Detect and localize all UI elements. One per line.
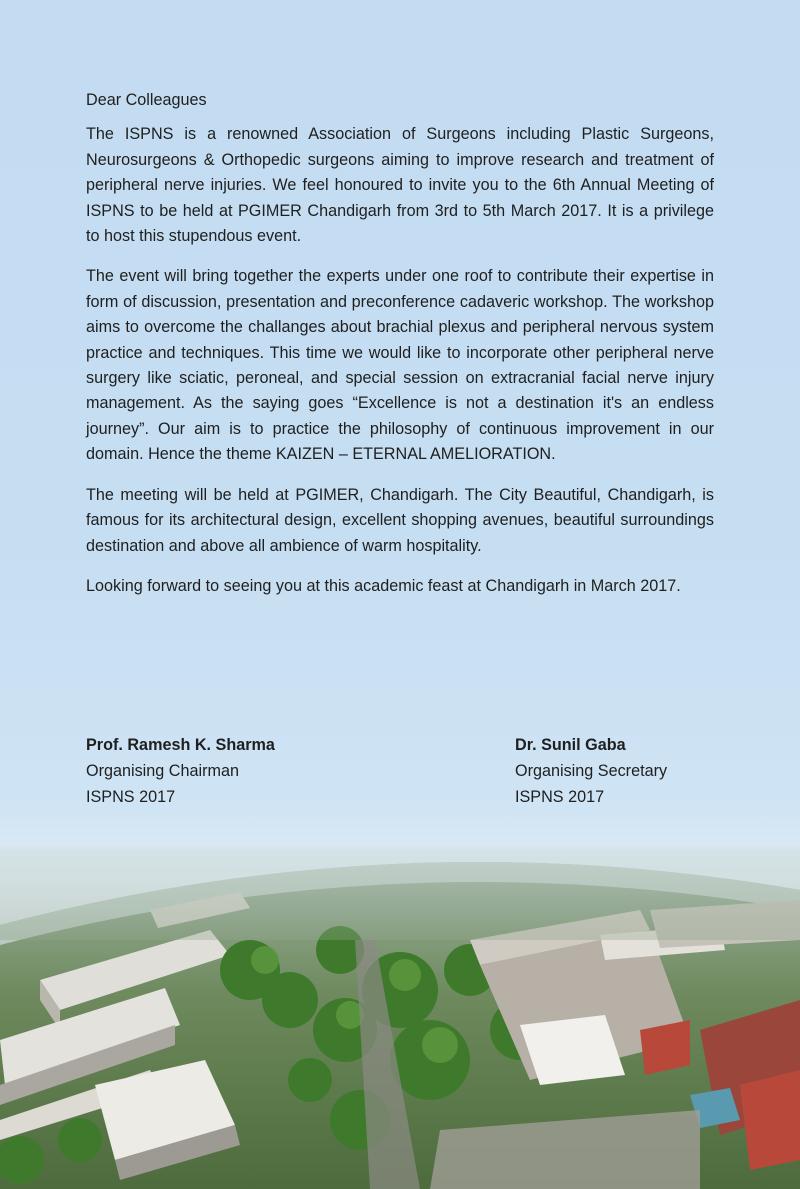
signature-secretary [515,733,667,810]
signatory-org: ISPNS 2017 [515,787,605,806]
letter-body [86,88,714,614]
signatory-role: Organising Chairman [86,761,239,780]
signatory-org: ISPNS 2017 [86,787,176,806]
aerial-campus-photo [0,830,800,1189]
signatory-name: Prof. Ramesh K. Sharma [86,736,275,754]
signatory-role: Organising Secretary [515,761,668,780]
paragraph-intro: The ISPNS is a renowned Association of Surgeons including Plastic Surgeons, Neurosurgeons & Orthopedic surgeons aiming to improve research and treatment of peripheral nerve injuries. We feel honoured to invite you to the 6th Annual Meeting of ISPNS to be held at PGIMER Chandigarh from 3rd to 5th March 2017. It is a privilege to host this stupendous event. [86,125,714,246]
paragraph-closing: Looking forward to seeing you at this academic feast at Chandigarh in March 2017. [86,576,681,595]
signature-chairman [86,733,275,810]
signature-block [86,733,714,813]
signatory-name: Dr. Sunil Gaba [515,736,626,754]
paragraph-event: The event will bring together the experts under one roof to contribute their expertise in form of discussion, presentation and preconference cadaveric workshop. The workshop aims to overcome the challanges about brachial plexus and peripheral nervous system practice and techniques. This time we would like to incorporate other peripheral nerve surgery like sciatic, peroneal, and special session on extracranial facial nerve injury management. As the saying goes “Excellence is not a destination it's an endless journey”. Our aim is to practice the philosophy of continuous improvement in our domain. Hence the theme KAIZEN – ETERNAL AMELIORATION. [86,267,714,464]
paragraph-venue: The meeting will be held at PGIMER, Chandigarh. The City Beautiful, Chandigarh, is famous for its architectural design, excellent shopping avenues, beautiful surroundings destination and above all ambience of warm hospitality. [86,485,714,555]
greeting: Dear Colleagues [86,91,207,109]
